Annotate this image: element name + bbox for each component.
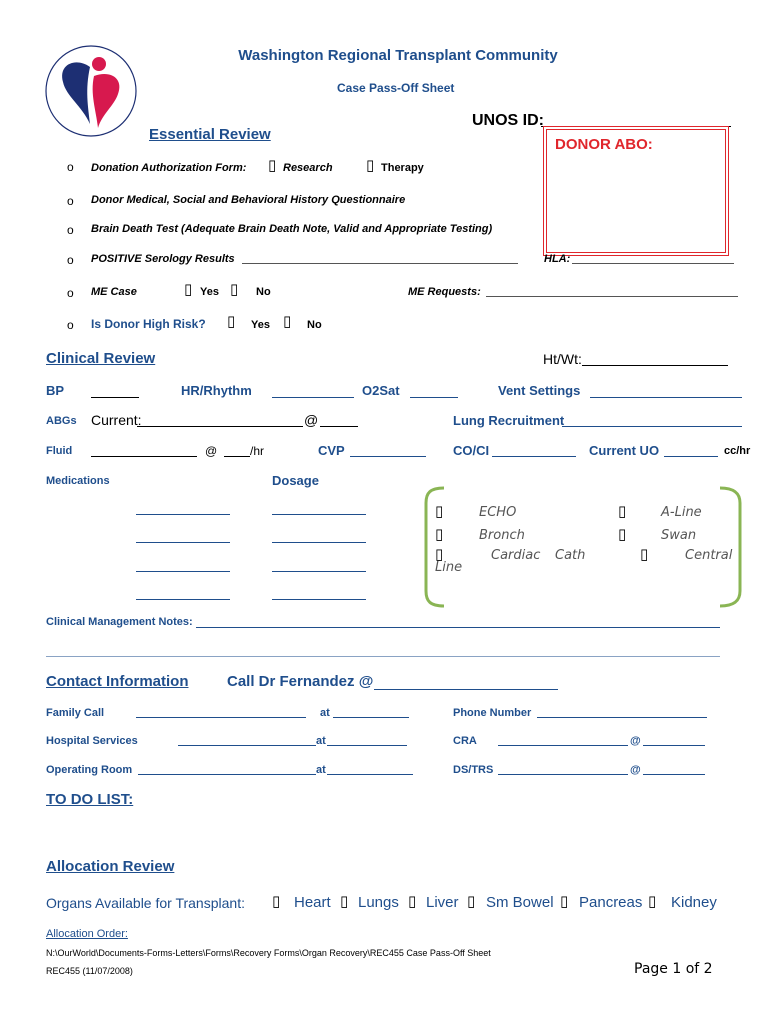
research-label: Research (283, 162, 333, 174)
hla-field[interactable] (572, 263, 734, 264)
or-label: Operating Room (46, 764, 133, 776)
dosage-label: Dosage (272, 473, 319, 488)
essential-review-heading: Essential Review (149, 126, 271, 143)
central-label: Central (685, 548, 733, 563)
line-label: Line (435, 560, 463, 575)
dosage-field[interactable] (272, 542, 366, 543)
per-hr-label: /hr (250, 444, 265, 458)
abgs-at: @ (304, 412, 319, 428)
therapy-label: Therapy (381, 162, 424, 174)
abgs-current-field[interactable] (137, 426, 303, 427)
cra-time-field[interactable] (643, 745, 705, 746)
fluid-rate-field[interactable] (224, 456, 250, 457)
bullet: o (67, 223, 74, 237)
dstrs-at: @ (630, 764, 641, 776)
cath-label: Cath (555, 548, 586, 563)
hospital-at-field[interactable] (327, 745, 407, 746)
me-no-label: No (256, 286, 271, 298)
high-risk-yes-label: Yes (251, 319, 270, 331)
me-no-checkbox-icon[interactable]: ▯ (230, 280, 239, 298)
fluid-label: Fluid (46, 445, 73, 457)
central-line-checkbox-icon[interactable]: ▯ (640, 545, 649, 563)
vent-field[interactable] (590, 397, 742, 398)
sheet-title: Case Pass-Off Sheet (337, 81, 455, 95)
call-field[interactable] (374, 689, 558, 690)
swan-checkbox-icon[interactable]: ▯ (618, 525, 627, 543)
medication-field[interactable] (136, 599, 230, 600)
dstrs-time-field[interactable] (643, 774, 705, 775)
org-name: Washington Regional Transplant Community (238, 47, 558, 64)
medication-field[interactable] (136, 571, 230, 572)
hla-label: HLA: (544, 253, 571, 265)
liver-checkbox-icon[interactable]: ▯ (408, 892, 417, 910)
page-number: Page 1 of 2 (634, 961, 713, 977)
swan-label: Swan (661, 528, 697, 543)
footer-code: REC455 (11/07/2008) (46, 966, 133, 976)
me-case-label: ME Case (91, 286, 137, 298)
medications-label: Medications (46, 475, 110, 487)
lungs-checkbox-icon[interactable]: ▯ (340, 892, 349, 910)
dosage-field[interactable] (272, 571, 366, 572)
organ-kidney-label: Kidney (671, 894, 717, 911)
brain-death-label: Brain Death Test (Adequate Brain Death Note, Valid and Appropriate Testing) (91, 223, 493, 235)
vent-label: Vent Settings (498, 383, 581, 398)
bullet: o (67, 286, 74, 300)
me-requests-field[interactable] (486, 296, 738, 297)
cra-label: CRA (453, 735, 477, 747)
organ-liver-label: Liver (426, 894, 459, 911)
medication-field[interactable] (136, 514, 230, 515)
organ-heart-label: Heart (294, 894, 331, 911)
clinical-notes-label: Clinical Management Notes: (46, 616, 193, 628)
donor-abo-label: DONOR ABO: (555, 136, 653, 153)
organ-lungs-label: Lungs (358, 894, 399, 911)
cardiac-label: Cardiac (491, 548, 541, 563)
cardiac-cath-checkbox-icon[interactable]: ▯ (435, 545, 444, 563)
bullet: o (67, 253, 74, 267)
procedure-bracket (420, 485, 746, 609)
bp-field[interactable] (91, 397, 139, 398)
unos-label: UNOS ID: (472, 112, 544, 129)
medication-field[interactable] (136, 542, 230, 543)
echo-label: ECHO (479, 505, 517, 520)
allocation-heading: Allocation Review (46, 858, 175, 875)
me-yes-label: Yes (200, 286, 219, 298)
me-yes-checkbox-icon[interactable]: ▯ (184, 280, 193, 298)
dosage-field[interactable] (272, 599, 366, 600)
family-call-label: Family Call (46, 707, 105, 719)
hospital-at-label: at (316, 735, 326, 747)
bronch-label: Bronch (479, 528, 525, 543)
dstrs-label: DS/TRS (453, 764, 494, 776)
heart-checkbox-icon[interactable]: ▯ (272, 892, 281, 910)
research-checkbox-icon[interactable]: ▯ (268, 156, 277, 174)
authorization-label: Donation Authorization Form: (91, 162, 247, 174)
coci-field[interactable] (492, 456, 576, 457)
family-call-field[interactable] (136, 717, 306, 718)
o2sat-label: O2Sat (362, 383, 400, 398)
current-uo-field[interactable] (664, 456, 718, 457)
allocation-order-label: Allocation Order: (46, 928, 128, 940)
family-at-label: at (320, 707, 330, 719)
or-field[interactable] (138, 774, 316, 775)
questionnaire-label: Donor Medical, Social and Behavioral History Questionnaire (91, 194, 406, 206)
clinical-notes-field[interactable] (196, 627, 720, 628)
echo-checkbox-icon[interactable]: ▯ (435, 502, 444, 520)
clinical-review-heading: Clinical Review (46, 350, 156, 367)
aline-checkbox-icon[interactable]: ▯ (618, 502, 627, 520)
hr-label: HR/Rhythm (181, 383, 252, 398)
aline-label: A-Line (661, 505, 702, 520)
phone-label: Phone Number (453, 707, 532, 719)
bullet: o (67, 160, 74, 174)
fluid-field[interactable] (91, 456, 197, 457)
organs-label: Organs Available for Transplant: (46, 895, 245, 911)
therapy-checkbox-icon[interactable]: ▯ (366, 156, 375, 174)
high-risk-label: Is Donor High Risk? (91, 317, 206, 331)
me-requests-label: ME Requests: (408, 286, 481, 298)
hospital-field[interactable] (178, 745, 316, 746)
htwt-label: Ht/Wt: (543, 351, 582, 367)
organ-sm-bowel-label: Sm Bowel (486, 894, 554, 911)
or-at-field[interactable] (327, 774, 413, 775)
bronch-checkbox-icon[interactable]: ▯ (435, 525, 444, 543)
dosage-field[interactable] (272, 514, 366, 515)
organ-pancreas-label: Pancreas (579, 894, 643, 911)
cra-field[interactable] (498, 745, 628, 746)
current-uo-label: Current UO (589, 443, 660, 458)
pancreas-checkbox-icon[interactable]: ▯ (560, 892, 569, 910)
call-label: Call Dr Fernandez @ (227, 673, 374, 690)
dstrs-field[interactable] (498, 774, 628, 775)
lung-field[interactable] (562, 426, 742, 427)
family-at-field[interactable] (333, 717, 409, 718)
bullet: o (67, 318, 74, 332)
fluid-at: @ (205, 444, 218, 458)
cra-at: @ (630, 735, 641, 747)
cvp-field[interactable] (350, 456, 426, 457)
lung-label: Lung Recruitment (453, 413, 565, 428)
sm-bowel-checkbox-icon[interactable]: ▯ (467, 892, 476, 910)
serology-label: POSITIVE Serology Results (91, 253, 235, 265)
htwt-field[interactable] (582, 365, 728, 366)
todo-heading: TO DO LIST: (46, 791, 134, 808)
bp-label: BP (46, 383, 65, 398)
abgs-time-field[interactable] (320, 426, 358, 427)
high-risk-no-checkbox-icon[interactable]: ▯ (283, 312, 292, 330)
clinical-notes-field-2[interactable] (46, 656, 720, 657)
or-at-label: at (316, 764, 326, 776)
high-risk-yes-checkbox-icon[interactable]: ▯ (227, 312, 236, 330)
contact-heading: Contact Information (46, 673, 189, 690)
kidney-checkbox-icon[interactable]: ▯ (648, 892, 657, 910)
cchr-label: cc/hr (724, 445, 751, 457)
hospital-label: Hospital Services (46, 735, 138, 747)
coci-label: CO/CI (453, 443, 490, 458)
footer-path: N:\OurWorld\Documents-Forms-Letters\Forms\Recovery Forms\Organ Recovery\REC455 Case Pass-Off Sheet (46, 948, 491, 958)
phone-field[interactable] (537, 717, 707, 718)
cvp-label: CVP (318, 443, 345, 458)
abgs-current-label: Current: (91, 412, 142, 428)
bullet: o (67, 194, 74, 208)
donor-abo-box[interactable] (543, 126, 729, 256)
serology-field[interactable] (242, 263, 518, 264)
o2sat-field[interactable] (410, 397, 458, 398)
high-risk-no-label: No (307, 319, 322, 331)
hr-field[interactable] (272, 397, 354, 398)
abgs-label: ABGs (46, 415, 77, 427)
